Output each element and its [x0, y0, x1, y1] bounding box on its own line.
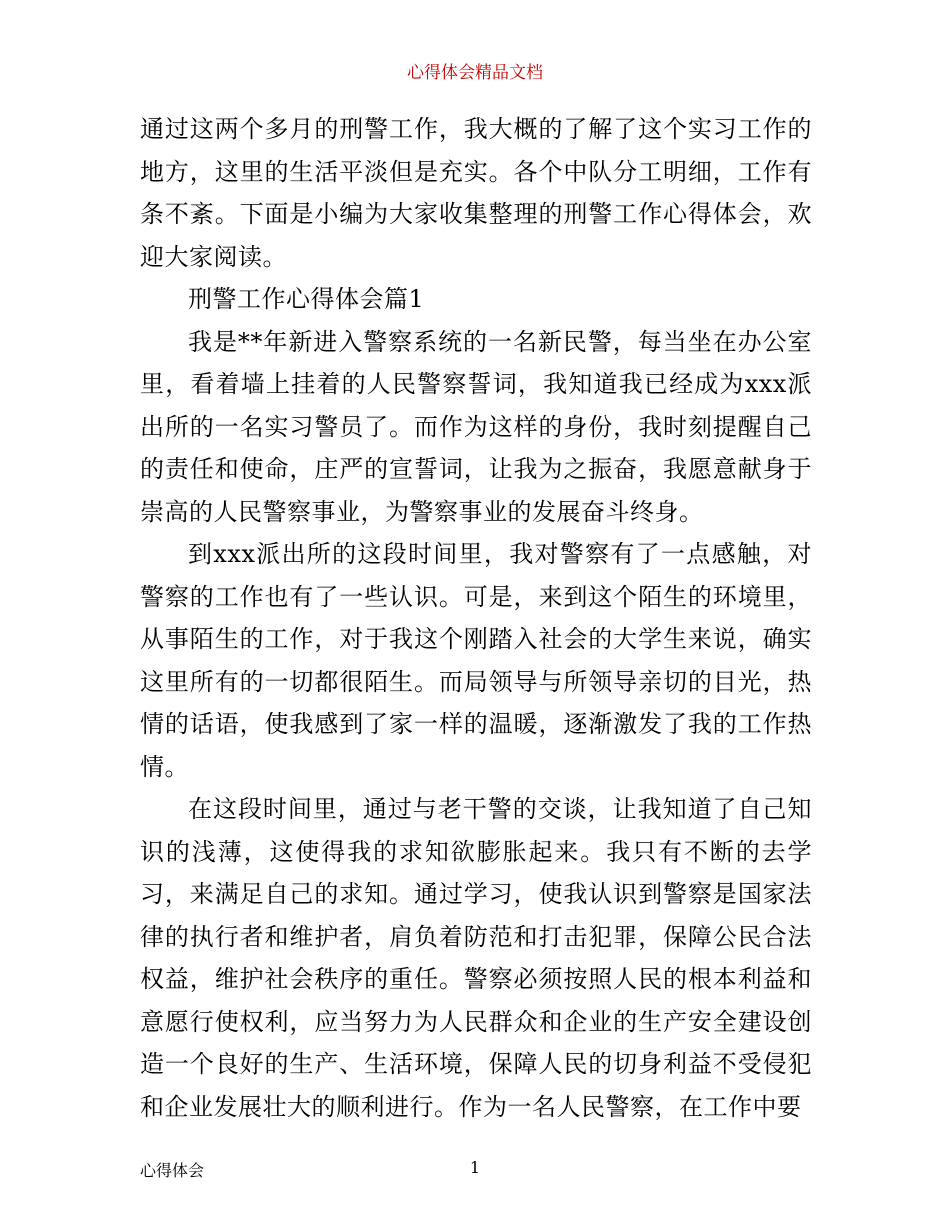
body-paragraph: 在这段时间里，通过与老干警的交谈，让我知道了自己知识的浅薄，这使得我的求知欲膨胀起来。我只有不断的去学习，来满足自己的求知。通过学习，使我认识到警察是国家法律的执行者和维护者，肩负着防范和打击犯罪，保障公民合法权益，维护社会秩序的重任。警察必须按照人民的根本利益和意愿行使权利，应当努力为人民群众和企业的生产安全建设创造一个良好的生产、生活环境，保障人民的切身利益不受侵犯和企业发展壮大的顺利进行。作为一名人民警察，在工作中要 — [140, 795, 812, 1121]
body-paragraph: 我是**年新进入警察系统的一名新民警，每当坐在办公室里，看着墙上挂着的人民警察誓词，我知道我已经成为xxx派出所的一名实习警员了。而作为这样的身份，我时刻提醒自己的责任和使命，庄严的宣誓词，让我为之振奋，我愿意献身于崇高的人民警察事业，为警察事业的发展奋斗终身。 — [140, 327, 812, 526]
footer-label: 心得体会 — [140, 1161, 205, 1180]
document-body — [140, 108, 812, 1128]
document-header-title: 心得体会精品文档 — [407, 63, 543, 83]
page-number: 1 — [469, 1158, 481, 1177]
body-paragraph: 到xxx派出所的这段时间里，我对警察有了一点感触，对警察的工作也有了一些认识。可是，来到这个陌生的环境里，从事陌生的工作，对于我这个刚踏入社会的大学生来说，确实这里所有的一切都很陌生。而局领导与所领导亲切的目光，热情的话语，使我感到了家一样的温暖，逐渐激发了我的工作热情。 — [140, 540, 812, 781]
intro-paragraph: 通过这两个多月的刑警工作，我大概的了解了这个实习工作的地方，这里的生活平淡但是充实。各个中队分工明细，工作有条不紊。下面是小编为大家收集整理的刑警工作心得体会，欢迎大家阅读。 — [140, 115, 812, 271]
section-heading: 刑警工作心得体会篇1 — [188, 285, 425, 313]
